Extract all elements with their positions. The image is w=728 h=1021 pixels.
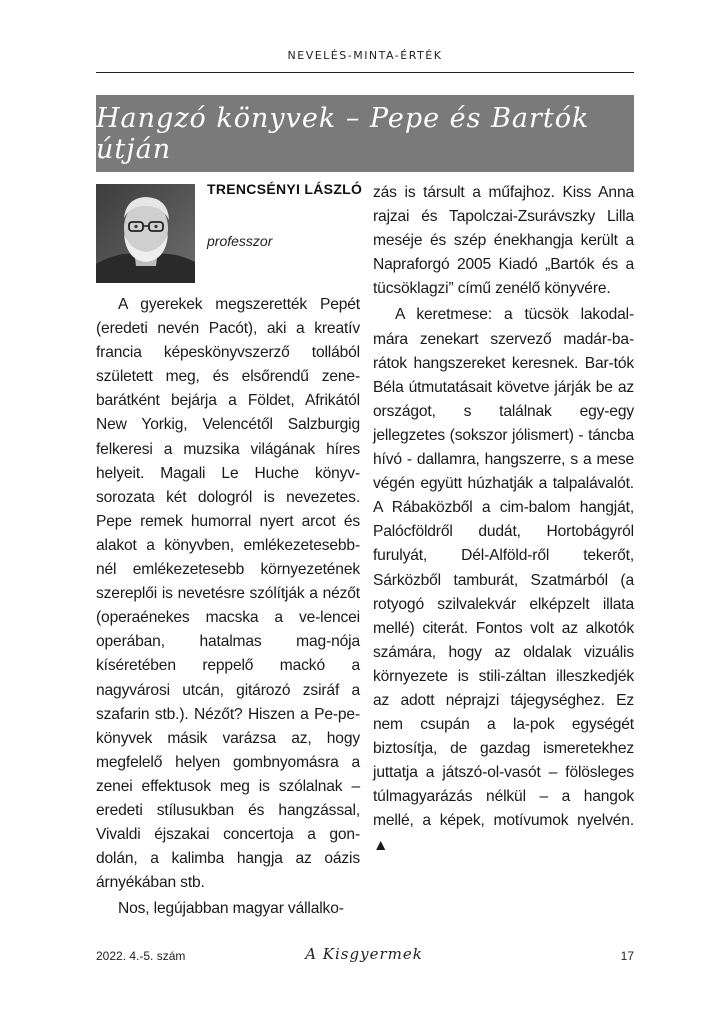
body-paragraph: Nos, legújabban magyar vállalko- (118, 900, 344, 918)
section-header: NEVELÉS-MINTA-ÉRTÉK (287, 49, 443, 62)
body-paragraph: A gyerekek megszerették Pepét (eredeti nevén Pacót), aki a kreatív francia képeskönyvszerző tollából született meg, és elsőrendű zene-barátként bejárja a Földet, Afrikától New Yorkig, Velencétől Salzburgig felkeresi a muzsika világának híres helyeit. Magali Le Huche könyv-sorozata két dologról is nevezetes. Pepe remek humorral nyert arcot és alakot a könyvben, emlékezetesebb-nél emlékezetesebb környezetének szereplői is nevetésre szólítják a nézőt (operaénekes macska a ve-lencei operában, hatalmas mag-nója kíséretében reppelő mackó a nagyvárosi utcán, gitározó zsiráf a szafarin stb.). Nézőt? Hiszen a Pe-pe-könyvek másik varázsa az, hogy megfelelő helyen gombnyomásra a zenei effektusok meg is szólalnak – eredeti stílusukban és hangzással, Vivaldi éjszakai concertoja a gon-dolán, a kalimba hangja az oázis árnyékában stb. (96, 296, 360, 892)
body-paragraph: A keretmese: a tücsök lakodal-mára zenekart szervező madár-ba-rátok hangszereket keresnek. Bar-tók Béla útmutatásait követve járják be az országot, s találnak egy-egy jellegzetes (sokszor jólismert) - táncba hívó - dallamra, hangszerre, s a mese végén együtt húzhatják a talpalávalót. A Rábaközből a cim-balom hangját, Palócföldről dudát, Hortobágyról furulyát, Dél-Alföld-ről tekerőt, Sárközből tamburát, Szatmárból (a rotyogó szilvalekvár elképzelt illata mellé) citerát. Fontos volt az alkotók számára, hogy az oldalak vizuális környezete is stili-záltan illeszkedjék az adott néprajzi tájegységhez. Ez nem csupán a la-pok egységét biztosítja, de gazdag ismeretekhez juttatja a játszó-ol-vasót – fölösleges túlmagyarázás nélkül – a hangok mellé, a képek, motívumok nyelvén. ▲ (373, 306, 634, 854)
page-number: 17 (620, 949, 634, 963)
article-title: Hangzó könyvek – Pepe és Bartók útján (96, 102, 590, 165)
issue-label: 2022. 4.-5. szám (96, 949, 186, 963)
header-rule (96, 72, 634, 73)
author-role: professzor (207, 233, 273, 249)
author-photo (96, 184, 195, 283)
author-name: TRENCSÉNYI LÁSZLÓ (207, 181, 363, 197)
title-banner (96, 95, 634, 172)
magazine-name: A Kisgyermek (305, 945, 423, 963)
right-column (373, 181, 634, 858)
body-paragraph: zás is társult a műfajhoz. Kiss Anna rajzai és Tapolczai-Zsurávszky Lilla meséje és szép énekhangja került a Napraforgó 2005 Kiadó „Bartók és a tücsöklagzi” című zenélő könyvére. (373, 184, 634, 298)
left-column (96, 293, 360, 921)
